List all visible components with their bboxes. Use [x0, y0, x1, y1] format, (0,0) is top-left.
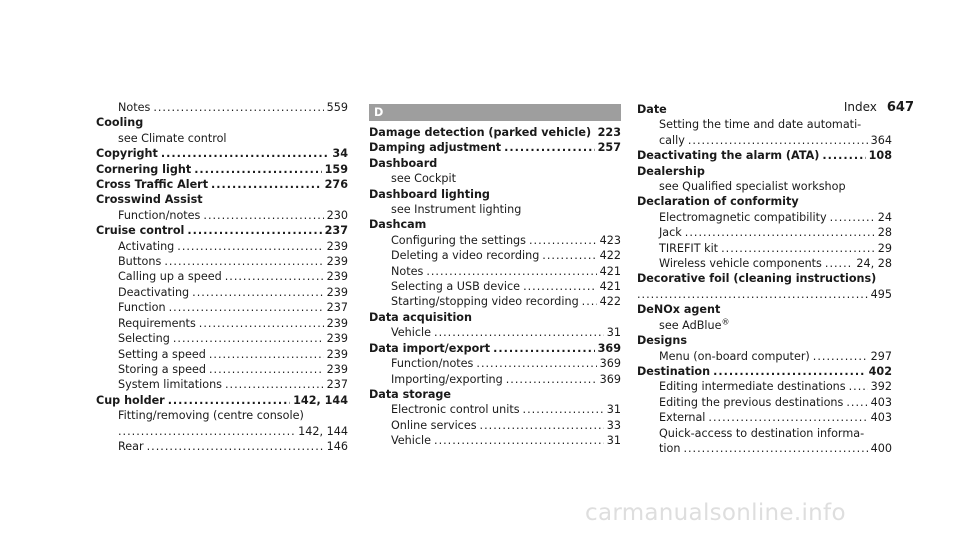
index-entry: Cup holder ..... 142, 144: [96, 393, 348, 408]
index-subentry: Editing intermediate destinations ..... 392: [637, 379, 892, 394]
index-subentry: Selecting ..... 239: [96, 331, 348, 346]
index-subentry: Configuring the settings ..... 423: [369, 233, 621, 248]
index-subentry: Wireless vehicle components ..... 24, 28: [637, 256, 892, 271]
index-subentry: Deactivating ..... 239: [96, 285, 348, 300]
index-subentry: cally ..... 364: [637, 133, 892, 148]
index-column-3: [637, 102, 892, 456]
index-entry: Damage detection (parked vehicle) ..... 223: [369, 125, 621, 140]
watermark: carmanualsonline.info: [585, 500, 846, 526]
index-see-ref: see Climate control: [118, 131, 227, 145]
index-term: DeNOx agent: [637, 303, 721, 317]
index-subentry: Vehicle ..... 31: [369, 325, 621, 340]
index-subentry: Jack ..... 28: [637, 225, 892, 240]
index-see-ref: see Instrument lighting: [391, 203, 522, 217]
index-subentry: System limitations ..... 237: [96, 377, 348, 392]
index-term: Decorative foil (cleaning instructions): [637, 272, 877, 286]
letter-band: D: [369, 104, 621, 121]
index-subentry: Buttons ..... 239: [96, 254, 348, 269]
section-label: Index: [843, 100, 877, 114]
index-entry: Destination ..... 402: [637, 364, 892, 379]
index-subentry: Menu (on-board computer) ..... 297: [637, 349, 892, 364]
index-subentry-text: Quick-access to destination informa-: [659, 426, 865, 440]
index-subentry: Setting a speed ..... 239: [96, 347, 348, 362]
index-subentry: Function/notes ..... 369: [369, 356, 621, 371]
index-term: Crosswind Assist: [96, 193, 203, 207]
index-subentry: Electromagnetic compatibility ..... 24: [637, 210, 892, 225]
index-term: Cooling: [96, 116, 144, 130]
index-subentry-text: Setting the time and date automati-: [659, 118, 862, 132]
index-entry: Cornering light ..... 159: [96, 162, 348, 177]
index-subentry: External ..... 403: [637, 410, 892, 425]
index-subentry: Importing/exporting ..... 369: [369, 372, 621, 387]
index-entry: Deactivating the alarm (ATA) ..... 108: [637, 148, 892, 163]
index-entry: Damping adjustment ..... 257: [369, 140, 621, 155]
index-entry: Cross Traffic Alert ..... 276: [96, 177, 348, 192]
index-subentry: Requirements ..... 239: [96, 316, 348, 331]
index-see-ref: see Qualified specialist workshop: [659, 180, 846, 194]
index-subentry: Storing a speed ..... 239: [96, 362, 348, 377]
index-term: Dashcam: [369, 218, 427, 232]
index-entry: Notes ..... 559: [96, 100, 348, 115]
index-subentry: Activating ..... 239: [96, 239, 348, 254]
index-entry: Cruise control ..... 237: [96, 223, 348, 238]
index-column-1: [96, 100, 348, 454]
index-subentry: Rear ..... 146: [96, 439, 348, 454]
index-term: Date: [637, 103, 667, 116]
index-entry: Data import/export ..... 369: [369, 341, 621, 356]
index-column-2: [369, 104, 621, 449]
index-subentry: Online services ..... 33: [369, 418, 621, 433]
index-term: Data acquisition: [369, 310, 472, 324]
index-subentry: Electronic control units ..... 31: [369, 402, 621, 417]
index-term: Dashboard lighting: [369, 187, 490, 201]
index-subentry: Starting/stopping video recording ..... 422: [369, 294, 621, 309]
index-see-ref: see Cockpit: [391, 172, 457, 186]
index-term: Designs: [637, 334, 687, 348]
index-term: Dashboard: [369, 156, 438, 170]
index-subentry: Editing the previous destinations ..... 403: [637, 395, 892, 410]
index-subentry: Selecting a USB device ..... 421: [369, 279, 621, 294]
index-subentry: Calling up a speed ..... 239: [96, 269, 348, 284]
index-subentry: Vehicle ..... 31: [369, 433, 621, 448]
index-subentry: Deleting a video recording ..... 422: [369, 248, 621, 263]
index-entry: ..... 495: [637, 287, 892, 302]
index-subentry: TIREFIT kit ..... 29: [637, 241, 892, 256]
index-subentry-text: Fitting/removing (centre console): [118, 409, 304, 423]
index-subentry: tion ..... 400: [637, 441, 892, 456]
index-subentry: Function/notes ..... 230: [96, 208, 348, 223]
index-subentry: Function ..... 237: [96, 300, 348, 315]
index-subentry: ..... 142, 144: [96, 424, 348, 439]
index-term: Data storage: [369, 387, 451, 401]
index-subentry: Notes ..... 421: [369, 264, 621, 279]
index-see-ref: see AdBlue®: [659, 316, 730, 332]
page-number: 647: [886, 100, 914, 115]
index-term: Dealership: [637, 164, 705, 178]
index-entry: Copyright ..... 34: [96, 146, 348, 161]
index-term: Declaration of conformity: [637, 195, 799, 209]
